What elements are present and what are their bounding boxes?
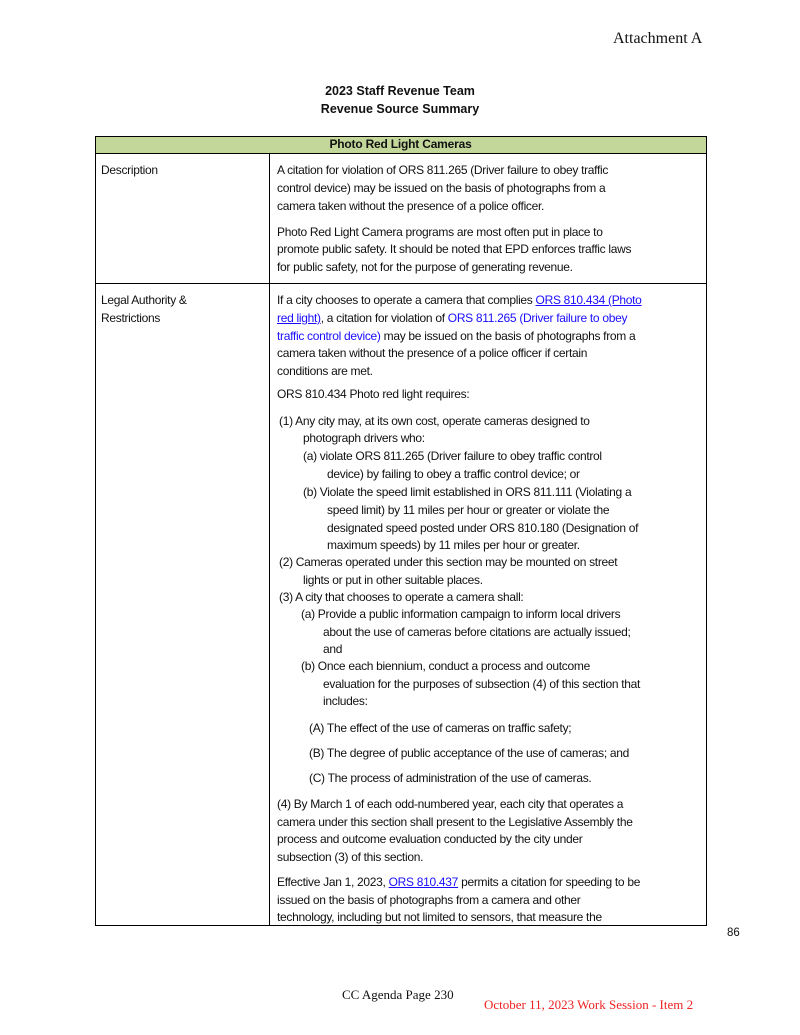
ors-link[interactable]: ORS 810.434 (Photo	[535, 293, 642, 307]
text-segment: and	[323, 642, 343, 656]
text-segment: issued on the basis of photographs from a camera and other	[277, 893, 581, 907]
text-line	[277, 815, 633, 829]
text-line	[277, 242, 631, 256]
ors-link[interactable]: traffic control device)	[277, 329, 381, 343]
text-segment: A citation for violation of ORS 811.265 (Driver failure to obey traffic	[277, 163, 609, 177]
row-label: Restrictions	[101, 311, 161, 325]
text-segment: subsection (3) of this section.	[277, 850, 424, 864]
text-line	[277, 387, 469, 401]
text-line	[277, 850, 423, 864]
text-line	[277, 181, 605, 195]
text-segment: lights or put in other suitable places.	[303, 573, 483, 587]
row-label: Description	[101, 163, 158, 177]
footer-agenda-page: CC Agenda Page 230	[342, 987, 454, 1002]
text-segment: promote public safety. It should be noted that EPD enforces traffic laws	[277, 242, 632, 256]
text-segment: (a) Provide a public information campaign to inform local drivers	[301, 607, 621, 621]
attachment-label: Attachment A	[613, 30, 703, 47]
text-line	[323, 694, 368, 708]
text-segment: camera taken without the presence of a police officer.	[277, 199, 545, 213]
text-segment: (1) Any city may, at its own cost, operate cameras designed to	[279, 414, 590, 428]
text-segment: conditions are met.	[277, 364, 373, 378]
text-segment: (2) Cameras operated under this section may be mounted on street	[279, 555, 618, 569]
text-segment: evaluation for the purposes of subsection (4) of this section that	[323, 677, 641, 691]
text-line	[323, 677, 640, 691]
text-line	[277, 163, 608, 177]
text-segment: (A) The effect of the use of cameras on traffic safety;	[309, 721, 572, 735]
text-segment: Photo Red Light Camera programs are most often put in place to	[277, 225, 603, 239]
text-segment: about the use of cameras before citations are actually issued;	[323, 625, 631, 639]
text-line	[303, 573, 483, 587]
ors-link[interactable]: red light)	[277, 311, 321, 325]
text-line	[277, 797, 623, 811]
text-line	[327, 521, 638, 535]
text-line	[327, 503, 609, 517]
text-line	[279, 555, 617, 569]
text-line	[277, 875, 640, 889]
text-line	[277, 199, 544, 213]
text-segment: If a city chooses to operate a camera that complies	[277, 293, 536, 307]
text-line	[277, 346, 587, 360]
text-line	[279, 590, 523, 604]
text-segment: maximum speeds) by 11 miles per hour or greater.	[327, 538, 580, 552]
text-segment: photograph drivers who:	[303, 431, 425, 445]
text-segment: (4) By March 1 of each odd-numbered year, each city that operates a	[277, 797, 624, 811]
document-subtitle: Revenue Source Summary	[320, 102, 480, 116]
text-segment: (B) The degree of public acceptance of the use of cameras; and	[309, 746, 630, 760]
ors-link[interactable]: ORS 811.265 (Driver failure to obey	[447, 311, 628, 325]
text-line	[277, 832, 582, 846]
text-line	[303, 431, 425, 445]
text-segment: (C) The process of administration of the use of cameras.	[309, 771, 592, 785]
text-segment: device) by failing to obey a traffic control device; or	[327, 467, 580, 481]
text-segment: , a citation for violation of	[320, 311, 448, 325]
text-line	[309, 771, 591, 785]
ors-link[interactable]: ORS 810.437	[388, 875, 459, 889]
text-segment: (b) Once each biennium, conduct a process and outcome	[301, 659, 590, 673]
text-line	[279, 414, 590, 428]
text-line	[277, 329, 635, 343]
text-line	[277, 893, 580, 907]
text-segment: Effective Jan 1, 2023,	[277, 875, 389, 889]
text-line	[303, 485, 631, 499]
text-line	[277, 910, 602, 924]
text-segment: camera under this section shall present to the Legislative Assembly the	[277, 815, 633, 829]
page-number: 86	[727, 927, 740, 939]
text-segment: process and outcome evaluation conducted by the city under	[277, 832, 583, 846]
text-line	[301, 659, 590, 673]
text-line	[309, 746, 629, 760]
text-segment: includes:	[323, 694, 368, 708]
text-segment: technology, including but not limited to sensors, that measure the	[277, 910, 602, 924]
document-title: 2023 Staff Revenue Team	[325, 84, 475, 98]
text-line	[327, 467, 580, 481]
text-line	[327, 538, 580, 552]
text-segment: speed limit) by 11 miles per hour or greater or violate the	[327, 503, 610, 517]
text-segment: (b) Violate the speed limit established in ORS 811.111 (Violating a	[303, 485, 632, 499]
text-segment: (3) A city that chooses to operate a camera shall:	[279, 590, 524, 604]
text-line	[323, 642, 342, 656]
table-header-title: Photo Red Light Cameras	[329, 137, 472, 151]
text-segment: (a) violate ORS 811.265 (Driver failure to obey traffic control	[303, 449, 602, 463]
text-line	[277, 260, 573, 274]
text-line	[277, 293, 642, 307]
footer-work-session: October 11, 2023 Work Session - Item 2	[484, 997, 694, 1012]
text-segment: ORS 810.434 Photo red light requires:	[277, 387, 470, 401]
text-segment: control device) may be issued on the basis of photographs from a	[277, 181, 606, 195]
text-line	[323, 625, 631, 639]
text-line	[301, 607, 620, 621]
text-segment: may be issued on the basis of photographs from a	[380, 329, 636, 343]
text-segment: camera taken without the presence of a police officer if certain	[277, 346, 588, 360]
text-segment: permits a citation for speeding to be	[458, 875, 641, 889]
text-line	[303, 449, 602, 463]
row-label: Legal Authority &	[101, 293, 187, 307]
text-line	[277, 311, 627, 325]
text-line	[309, 721, 571, 735]
text-line	[277, 364, 373, 378]
text-line	[277, 225, 603, 239]
text-segment: designated speed posted under ORS 810.180 (Designation of	[327, 521, 639, 535]
text-segment: for public safety, not for the purpose of generating revenue.	[277, 260, 573, 274]
